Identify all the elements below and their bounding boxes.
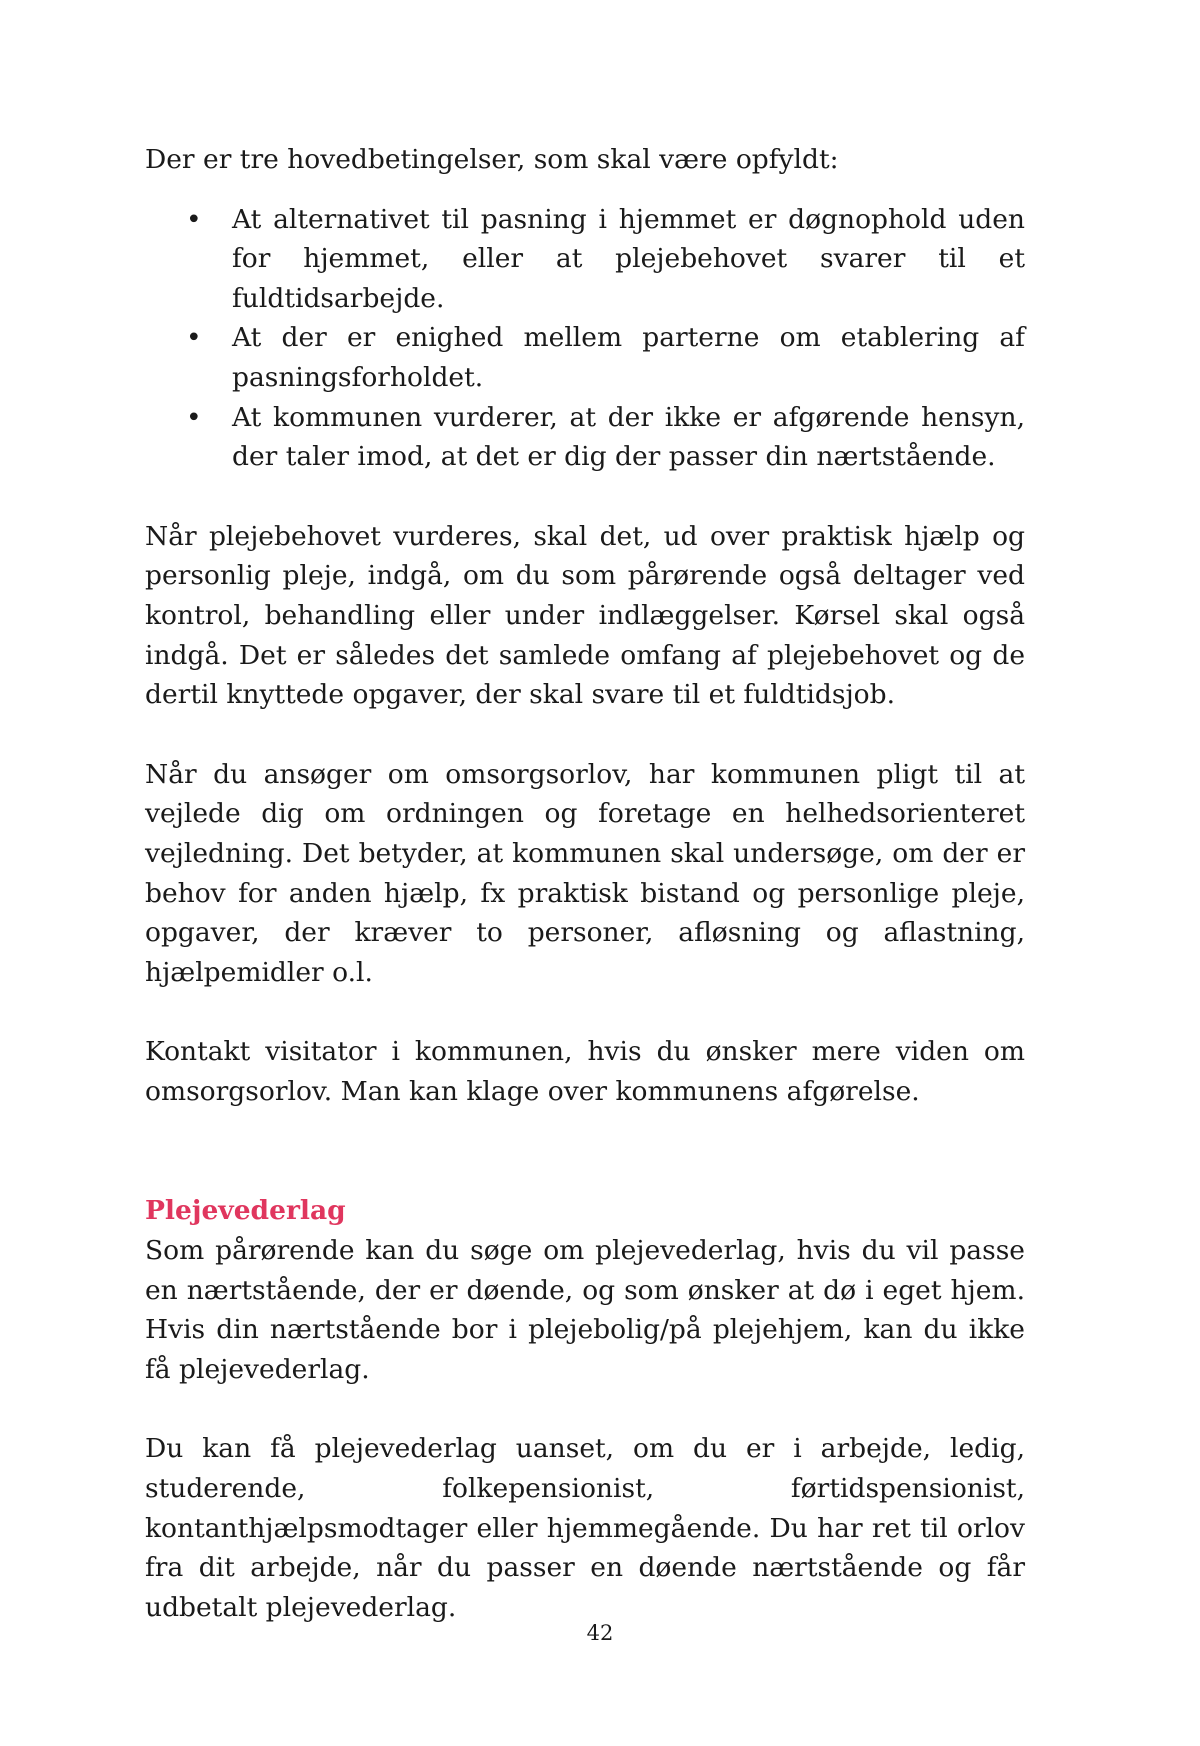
section-paragraph: Som pårørende kan du søge om plejevederlag, hvis du vil passe en nærtstående, der er døende, og som ønsker at dø i eget hjem. Hvis din nærtstående bor i plejebolig/på plejehjem, kan du ikke få plejevederlag. [145,1235,1025,1385]
condition-item [145,318,1025,397]
document-page [145,140,1025,1627]
body-paragraph: Når du ansøger om omsorgsorlov, har kommunen pligt til at vejlede dig om ordningen og foretage en helhedsorienteret vejledning. Det betyder, at kommunen skal undersøge, om der er behov for anden hjælp, fx praktisk bistand og personlige pleje, opgaver, der kræver to personer, afløsning og aflastning, hjælpemidler o.l. [145,758,1025,988]
section-paragraph: Du kan få plejevederlag uanset, om du er i arbejde, ledig, studerende, folkepensionist, førtidspensionist, kontanthjælpsmodtager eller hjemmegående. Du har ret til orlov fra dit arbejde, når du passer en døende nærtstående og får udbetalt plejevederlag. [145,1433,1025,1623]
body-paragraph: Kontakt visitator i kommunen, hvis du ønsker mere viden om omsorgsorlov. Man kan klage over kommunens afgørelse. [145,1036,1025,1107]
page-number: 42 [586,1621,614,1645]
condition-text: At kommunen vurderer, at der ikke er afgørende hensyn, der taler imod, at det er dig der passer din nærtstående. [232,401,1025,473]
intro-text: Der er tre hovedbetingelser, som skal være opfyldt: [145,144,839,175]
condition-item [145,398,1025,477]
condition-text: At der er enighed mellem parterne om etablering af pasningsforholdet. [232,322,1025,393]
body-paragraph: Når plejebehovet vurderes, skal det, ud over praktisk hjælp og personlig pleje, indgå, om du som pårørende også deltager ved kontrol, behandling eller under indlæggelser. Kørsel skal også indgå. Det er således det samlede omfang af plejebehovet og de dertil knyttede opgaver, der skal svare til et fuldtidsjob. [145,520,1025,711]
condition-text: At alternativet til pasning i hjemmet er døgnophold uden for hjemmet, eller at plejebehovet svarer til et fuldtidsarbejde. [232,203,1025,314]
bullet-icon: • [186,322,202,354]
bullet-icon: • [186,203,202,235]
condition-item [145,200,1025,319]
conditions-list [145,200,1025,477]
bullet-icon: • [186,401,202,433]
section-heading: Plejevederlag [145,1195,346,1227]
